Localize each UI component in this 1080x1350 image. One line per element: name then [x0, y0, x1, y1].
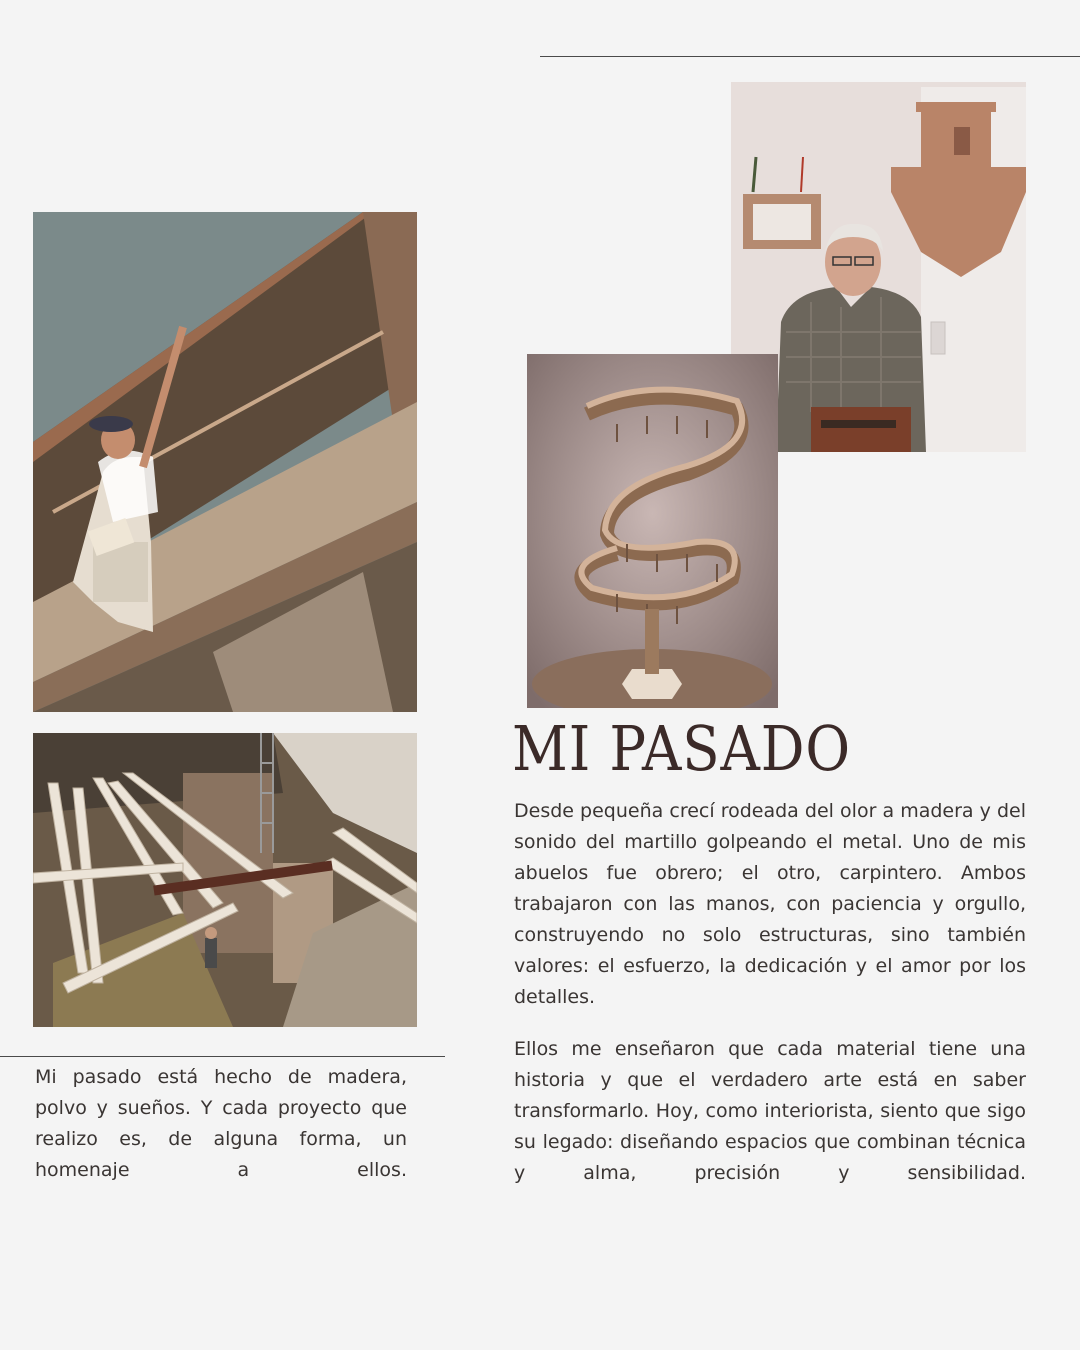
top-divider: [540, 56, 1080, 57]
photo-spiral-staircase: [527, 354, 778, 708]
body-paragraph-2: Ellos me enseñaron que cada material tiene una historia y que el verdadero arte está en saber transformarlo. Hoy, como interiorista, siento que sigo su legado: diseñando espacios que combinan técnica y alma, precisión y sensibilidad.: [514, 1038, 1026, 1184]
body-paragraph-1: Desde pequeña crecí rodeada del olor a madera y del sonido del martillo golpeando el metal. Uno de mis abuelos fue obrero; el otro, carpintero. Ambos trabajaron con las manos, con paciencia y orgullo, construyendo no solo estructuras, sino también valores: el esfuerzo, la dedicación y el amor por los detalles.: [514, 800, 1026, 1008]
photo-worker-balcony: [33, 212, 417, 712]
photo-construction-beams: [33, 733, 417, 1027]
page-title: MI PASADO: [512, 712, 852, 785]
caption-divider: [0, 1056, 445, 1057]
photo-caption: Mi pasado está hecho de madera, polvo y sueños. Y cada proyecto que realizo es, de alguna forma, un homenaje a ellos.: [35, 1066, 407, 1181]
